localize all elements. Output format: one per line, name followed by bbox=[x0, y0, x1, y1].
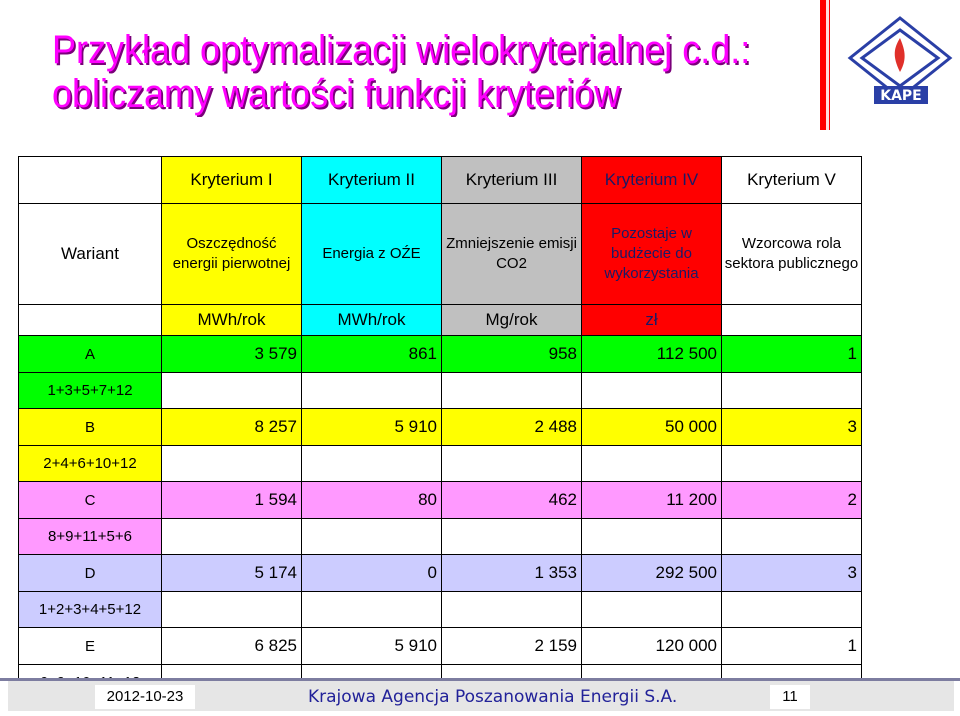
variant-value: 6 825 bbox=[162, 628, 302, 665]
variant-value: 5 910 bbox=[302, 409, 442, 446]
variant-value: 3 bbox=[722, 555, 862, 592]
criterion-5-header: Kryterium V bbox=[722, 157, 862, 204]
variant-value: 120 000 bbox=[582, 628, 722, 665]
variant-combo: 1+2+3+4+5+12 bbox=[19, 592, 162, 628]
variant-value: 2 159 bbox=[442, 628, 582, 665]
variant-d-row bbox=[19, 555, 862, 592]
title-line-2: obliczamy wartości funkcji kryteriów bbox=[52, 72, 621, 116]
description-row bbox=[19, 204, 862, 305]
criterion-4-header: Kryterium IV bbox=[582, 157, 722, 204]
footer-page-number: 11 bbox=[770, 685, 810, 709]
variant-value: 50 000 bbox=[582, 409, 722, 446]
criterion-2-unit: MWh/rok bbox=[302, 305, 442, 336]
variant-label: A bbox=[19, 336, 162, 373]
variant-value: 11 200 bbox=[582, 482, 722, 519]
variant-value: 8 257 bbox=[162, 409, 302, 446]
criteria-table bbox=[18, 156, 862, 701]
variant-value: 1 bbox=[722, 628, 862, 665]
kape-logo-icon bbox=[820, 0, 960, 130]
unit-row bbox=[19, 305, 862, 336]
variant-combo: 8+9+11+5+6 bbox=[19, 519, 162, 555]
variant-b-row bbox=[19, 409, 862, 446]
variant-d-combo-row bbox=[19, 592, 862, 628]
variant-combo: 2+4+6+10+12 bbox=[19, 446, 162, 482]
variant-value: 112 500 bbox=[582, 336, 722, 373]
criterion-1-unit: MWh/rok bbox=[162, 305, 302, 336]
variant-combo: 1+3+5+7+12 bbox=[19, 373, 162, 409]
variant-value: 3 bbox=[722, 409, 862, 446]
variant-label: B bbox=[19, 409, 162, 446]
footer-organization: Krajowa Agencja Poszanowania Energii S.A. bbox=[308, 687, 678, 707]
empty-unit-cell bbox=[19, 305, 162, 336]
footer-date: 2012-10-23 bbox=[95, 685, 195, 709]
variant-e-row bbox=[19, 628, 862, 665]
variant-value: 462 bbox=[442, 482, 582, 519]
variant-value: 292 500 bbox=[582, 555, 722, 592]
title-line-1: Przykład optymalizacji wielokryterialnej c.d.: bbox=[52, 28, 751, 72]
criterion-4-unit: zł bbox=[582, 305, 722, 336]
variant-label: E bbox=[19, 628, 162, 665]
variant-value: 3 579 bbox=[162, 336, 302, 373]
criterion-3-unit: Mg/rok bbox=[442, 305, 582, 336]
criterion-1-header: Kryterium I bbox=[162, 157, 302, 204]
variant-value: 5 174 bbox=[162, 555, 302, 592]
variant-value: 861 bbox=[302, 336, 442, 373]
variant-value: 5 910 bbox=[302, 628, 442, 665]
variant-value: 1 594 bbox=[162, 482, 302, 519]
criteria-header-row bbox=[19, 157, 862, 204]
slide-title bbox=[52, 28, 763, 116]
variant-value: 958 bbox=[442, 336, 582, 373]
variant-label: C bbox=[19, 482, 162, 519]
criterion-5-description: Wzorcowa rola sektora publicznego bbox=[722, 204, 862, 305]
variant-b-combo-row bbox=[19, 446, 862, 482]
variant-a-combo-row bbox=[19, 373, 862, 409]
criterion-4-description: Pozostaje w budżecie do wykorzystania bbox=[582, 204, 722, 305]
variant-label: D bbox=[19, 555, 162, 592]
variant-value: 0 bbox=[302, 555, 442, 592]
variant-c-combo-row bbox=[19, 519, 862, 555]
variant-value: 2 bbox=[722, 482, 862, 519]
variant-value: 1 353 bbox=[442, 555, 582, 592]
criterion-3-description: Zmniejszenie emisji CO2 bbox=[442, 204, 582, 305]
variant-a-row bbox=[19, 336, 862, 373]
logo-text: KAPE bbox=[880, 88, 922, 104]
criterion-3-header: Kryterium III bbox=[442, 157, 582, 204]
criterion-2-description: Energia z OŹE bbox=[302, 204, 442, 305]
empty-corner-cell bbox=[19, 157, 162, 204]
criterion-1-description: Oszczędność energii pierwotnej bbox=[162, 204, 302, 305]
variant-value: 80 bbox=[302, 482, 442, 519]
variant-header: Wariant bbox=[19, 204, 162, 305]
criterion-5-unit bbox=[722, 305, 862, 336]
variant-value: 2 488 bbox=[442, 409, 582, 446]
variant-c-row bbox=[19, 482, 862, 519]
variant-value: 1 bbox=[722, 336, 862, 373]
criterion-2-header: Kryterium II bbox=[302, 157, 442, 204]
